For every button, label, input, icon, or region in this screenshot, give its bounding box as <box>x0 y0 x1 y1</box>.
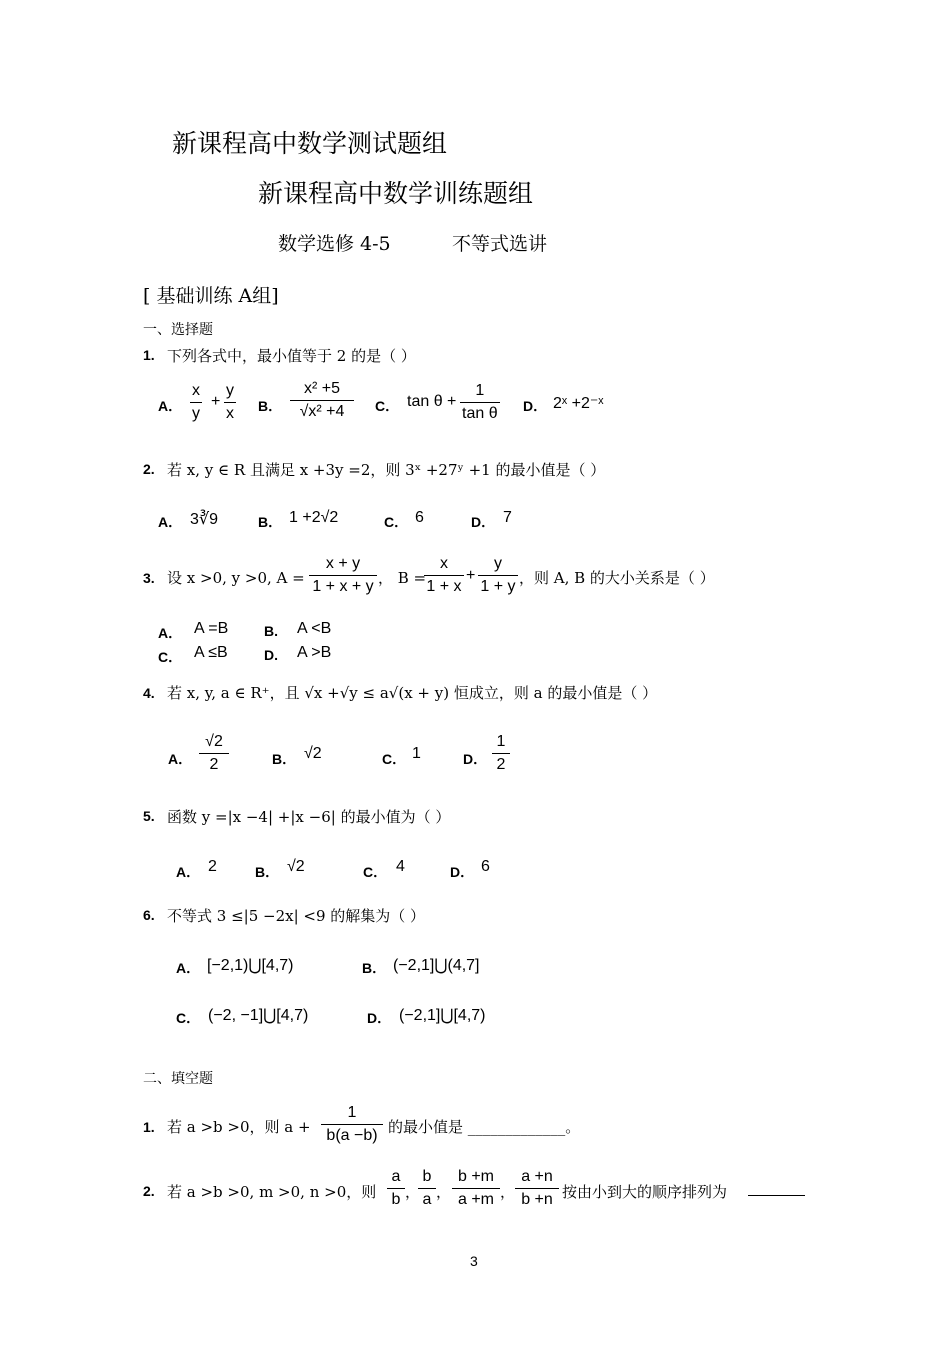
question-text: ， B = <box>378 569 427 587</box>
question-number: 3. <box>143 570 155 586</box>
option-text: 7 <box>503 509 512 526</box>
question-number: 5. <box>143 808 155 824</box>
page-title: 新课程高中数学测试题组 <box>172 129 448 158</box>
option-label: C． <box>375 398 400 414</box>
plus-sign: + <box>211 393 221 410</box>
math-expression: 2ˣ +2⁻ˣ <box>553 395 604 412</box>
separator: ， <box>436 1183 452 1201</box>
option-text: A >B <box>297 644 332 661</box>
question-text: 不等式 3 ≤|5 −2x| <9 的解集为（ ） <box>167 907 426 925</box>
question-text: 若 x, y, a ∈ R⁺，且 √x +√y ≤ a√(x + y) 恒成立，则 a 的最小值是（ ） <box>167 684 658 702</box>
option-label: C． <box>384 514 409 530</box>
option-label: D. <box>264 647 278 663</box>
option-text: √2 <box>287 858 305 875</box>
question-text: 若 x, y ∈ R 且满足 x +3y =2，则 3ˣ +27ʸ +1 的最小值是（ ） <box>167 461 606 479</box>
option-text: 6 <box>481 858 490 875</box>
question-text: ，则 A, B 的大小关系是（ ） <box>519 569 715 587</box>
option-text: √2 <box>304 745 322 762</box>
fraction: a b <box>387 1168 405 1209</box>
question-text: 若 a >b >0，则 a + <box>167 1118 311 1136</box>
option-text: 3∛9 <box>190 511 218 528</box>
option-label: B． <box>255 864 280 880</box>
question-number: 6. <box>143 907 155 923</box>
option-label: C． <box>363 864 388 880</box>
section-heading-fill: 二、填空题 <box>143 1071 213 1087</box>
question-text: 下列各式中，最小值等于 2 的是（ ） <box>167 347 416 365</box>
option-label: C． <box>382 751 407 767</box>
option-label: A． <box>168 751 193 767</box>
fraction: √2 2 <box>199 733 229 774</box>
question-text: 设 x >0, y >0, A = <box>167 569 305 587</box>
option-label: A． <box>176 864 201 880</box>
fraction: x + y 1 + x + y <box>309 555 377 596</box>
fraction: 1 2 <box>492 733 510 774</box>
fraction: y x <box>226 382 234 422</box>
option-label: A． <box>176 960 201 976</box>
question-text: 函数 y =|x −4| +|x −6| 的最小值为（ ） <box>167 808 451 826</box>
fraction: x² +5 √x² +4 <box>290 380 354 421</box>
question-text: 若 a >b >0, m >0, n >0，则 <box>167 1183 377 1201</box>
option-label: B． <box>258 514 283 530</box>
question-number: 2. <box>143 461 155 477</box>
fraction: x y <box>192 382 200 422</box>
option-label: A． <box>158 514 183 530</box>
option-text: 6 <box>415 509 424 526</box>
option-label: C． <box>176 1010 201 1026</box>
fraction: b a <box>418 1168 436 1209</box>
question-text: 按由小到大的顺序排列为 <box>562 1183 728 1201</box>
option-label: D． <box>523 398 548 414</box>
option-label: D． <box>450 864 475 880</box>
option-label: B. <box>264 623 278 639</box>
option-label: D． <box>367 1010 392 1026</box>
fraction: y 1 + y <box>478 555 518 596</box>
page-number: 3 <box>470 1253 478 1269</box>
option-label: B． <box>272 751 297 767</box>
fraction: x 1 + x <box>424 555 464 596</box>
option-label: B． <box>362 960 387 976</box>
question-number: 1. <box>143 347 155 363</box>
question-text: 的最小值是 _____________。 <box>388 1118 581 1136</box>
option-text: 1 <box>412 745 421 762</box>
course-label: 数学选修 4-5 <box>278 233 391 255</box>
section-heading-choice: 一、选择题 <box>143 322 213 338</box>
option-label: D． <box>471 514 496 530</box>
question-number: 4. <box>143 685 155 701</box>
answer-blank[interactable] <box>748 1195 805 1196</box>
fraction: 1 b(a −b) <box>321 1104 383 1145</box>
option-text: 2 <box>208 858 217 875</box>
question-number: 2. <box>143 1183 155 1199</box>
fraction: a +n b +n <box>515 1168 559 1209</box>
math-expression: tan θ + <box>407 393 457 410</box>
separator: ， <box>405 1183 421 1201</box>
option-text: A <B <box>297 620 332 637</box>
topic-label: 不等式选讲 <box>452 233 548 255</box>
option-label: A． <box>158 398 183 414</box>
option-label: D． <box>463 751 488 767</box>
fraction: b +m a +m <box>452 1168 500 1209</box>
option-label: C． <box>158 649 183 665</box>
option-label: A． <box>158 625 183 641</box>
option-label: B． <box>258 398 283 414</box>
option-text: 1 +2√2 <box>289 509 339 526</box>
group-heading: [ 基础训练 A组] <box>143 285 279 307</box>
option-text: (−2,1]⋃(4,7] <box>393 957 480 974</box>
option-text: A =B <box>194 620 229 637</box>
page-subtitle: 新课程高中数学训练题组 <box>258 179 534 208</box>
separator: ， <box>500 1183 516 1201</box>
question-number: 1. <box>143 1119 155 1135</box>
plus-sign: + <box>466 567 476 584</box>
option-text: [−2,1)⋃[4,7) <box>207 957 294 974</box>
option-text: (−2,1]⋃[4,7) <box>399 1007 486 1024</box>
option-text: (−2, −1]⋃[4,7) <box>208 1007 309 1024</box>
option-text: A ≤B <box>194 644 228 661</box>
option-text: 4 <box>396 858 405 875</box>
fraction: 1 tan θ <box>462 382 498 422</box>
